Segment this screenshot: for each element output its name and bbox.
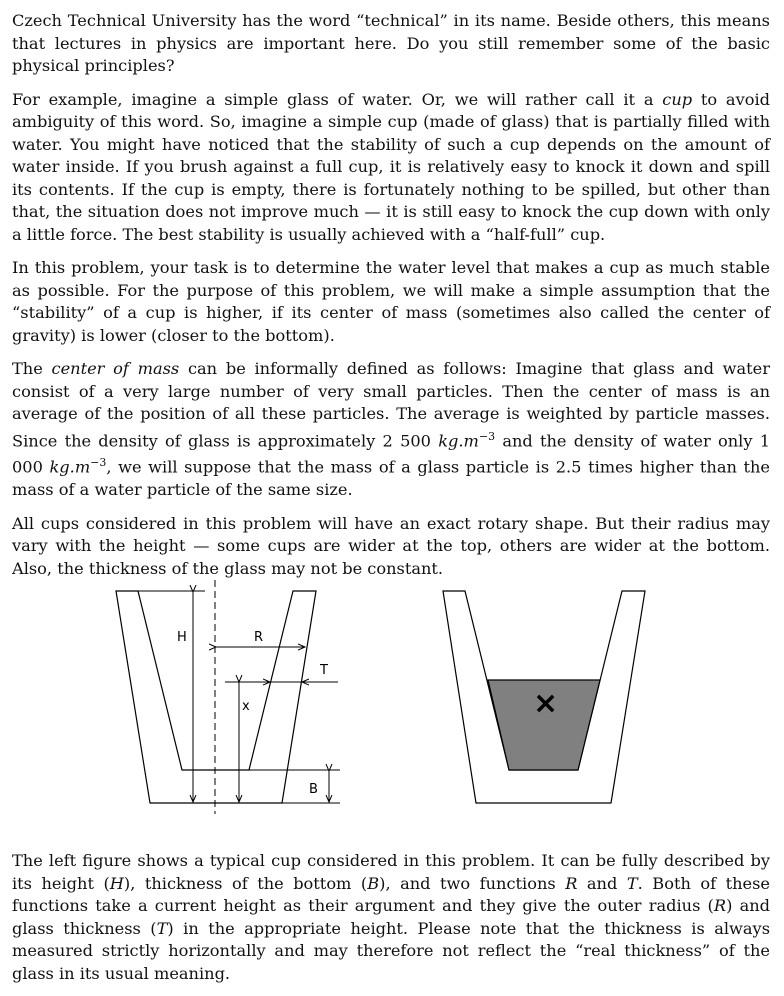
- left-cup: [116, 580, 316, 814]
- label-x: x: [242, 699, 250, 714]
- label-R: R: [254, 630, 264, 645]
- problem-text: [12, 10, 770, 591]
- paragraph-figure-explanation: The left figure shows a typical cup considered in this problem. It can be fully described by its height (H), thickness of the bottom (B), and two functions R and T. Both of these functions take a current height as their argument and they give the outer radius (R) and glass thickness (T) in the appropriate height. Please note that the thickness is always measured strictly horizontally and may therefore not reflect the “real thickness” of the glass in its usual meaning.: [12, 851, 771, 983]
- paragraph-rotary-shape: All cups considered in this problem will have an exact rotary shape. But their radius may vary with the height — some cups are wider at the top, others are wider at the bottom. Also, the thickness of the glass may not be constant.: [12, 513, 770, 578]
- figure-description: [12, 850, 770, 996]
- center-of-mass-marker: ×: [533, 686, 559, 721]
- cup-diagram: [0, 578, 784, 838]
- label-B: B: [309, 782, 318, 797]
- paragraph-task: In this problem, your task is to determine the water level that makes a cup as much stable as possible. For the purpose of this problem, we will make a simple assumption that the “stability” of a cup is higher, if its center of mass (sometimes also called the center of gravity) is lower (closer to the bottom).: [12, 258, 770, 345]
- left-cup-outer: [116, 591, 316, 803]
- label-T: T: [320, 663, 328, 678]
- paragraph-intro: Czech Technical University has the word “technical” in its name. Beside others, this means that lectures in physics are important here. Do you still remember some of the basic physical principles?: [12, 11, 770, 75]
- cup-figures: [0, 578, 784, 838]
- label-H: H: [177, 630, 187, 645]
- paragraph-center-of-mass: The center of mass can be informally defined as follows: Imagine that glass and water consist of a very large number of very small particles. Then the center of mass is an average of the position of all these particles. The average is weighted by particle masses. Since the density of glass is approximately 2 500 $kg.m^{-3}$ and the density of water only 1 000 $kg.m^{-3}$, we will suppose that the mass of a glass particle is 2.5 times higher than the mass of a water particle of the same size.: [12, 359, 770, 500]
- paragraph-cup: For example, imagine a simple glass of water. Or, we will rather call it a cup to avoid ambiguity of this word. So, imagine a simple cup (made of glass) that is partially filled with water. You might have noticed that the stability of such a cup depends on the amount of water inside. If you brush against a full cup, it is relatively easy to knock it down and spill its contents. If the cup is empty, there is fortunately nothing to be spilled, but other than that, the situation does not improve much — it is still easy to knock the cup down with only a little force. The best stability is usually achieved with a “half-full” cup.: [12, 89, 770, 244]
